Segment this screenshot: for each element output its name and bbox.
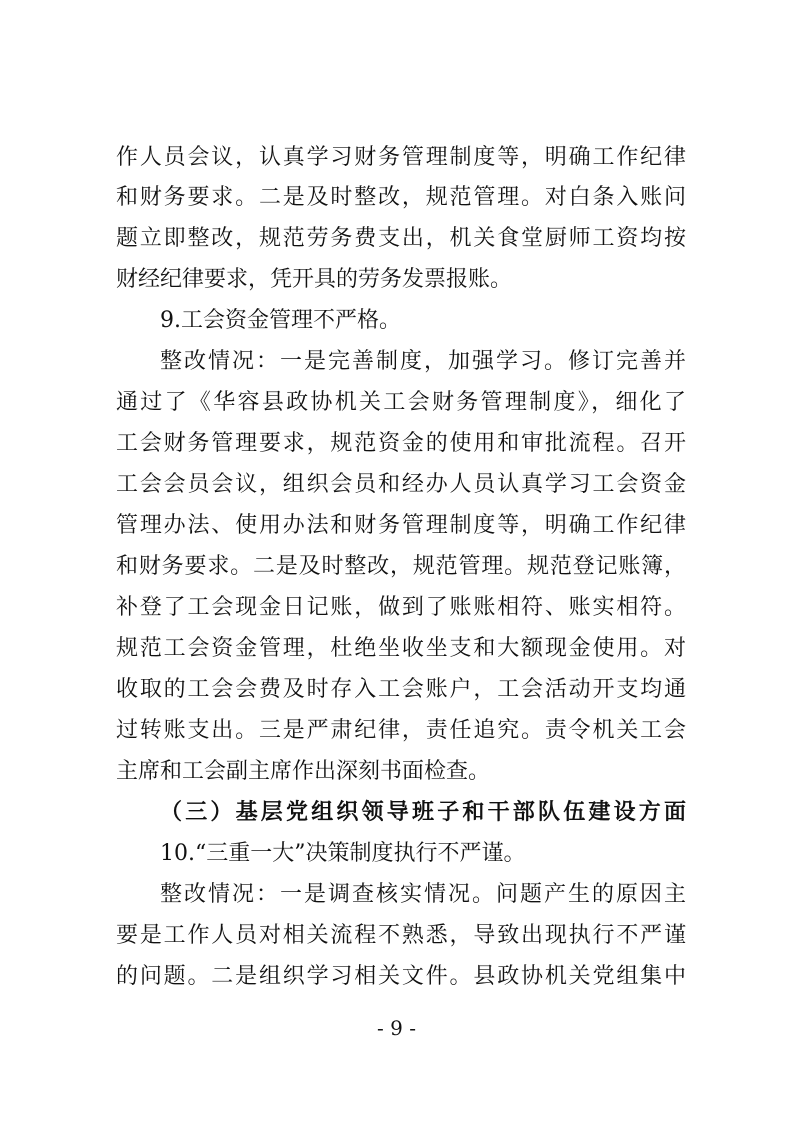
paragraph-line: 和财务要求。二是及时整改，规范管理。对白条入账问 (116, 185, 686, 210)
paragraph-line: 的问题。二是组织学习相关文件。县政协机关党组集中 (116, 964, 686, 989)
paragraph-line: 补登了工会现金日记账，做到了账账相符、账实相符。 (116, 595, 686, 620)
paragraph-line: 和财务要求。二是及时整改，规范管理。规范登记账簿， (116, 554, 686, 579)
paragraph-line: 财经纪律要求，凭开具的劳务发票报账。 (116, 267, 513, 292)
section-item-title: 9.工会资金管理不严格。 (160, 308, 401, 333)
paragraph-line: 工会财务管理要求，规范资金的使用和审批流程。召开 (116, 431, 686, 456)
paragraph-line: 题立即整改，规范劳务费支出，机关食堂厨师工资均按 (116, 226, 686, 251)
paragraph-line: 作人员会议，认真学习财务管理制度等，明确工作纪律 (116, 145, 686, 170)
section-heading: （三）基层党组织领导班子和干部队伍建设方面 (160, 800, 686, 825)
page-number: - 9 - (377, 1016, 416, 1040)
paragraph-line: 管理办法、使用办法和财务管理制度等，明确工作纪律 (116, 513, 686, 538)
paragraph-line: 整改情况：一是完善制度，加强学习。修订完善并 (160, 349, 686, 374)
paragraph-line: 收取的工会会费及时存入工会账户，工会活动开支均通 (116, 677, 686, 702)
paragraph-line: 通过了《华容县政协机关工会财务管理制度》，细化了 (116, 390, 686, 415)
paragraph-line: 工会会员会议，组织会员和经办人员认真学习工会资金 (116, 472, 686, 497)
paragraph-line: 要是工作人员对相关流程不熟悉，导致出现执行不严谨 (116, 923, 686, 948)
paragraph-line: 规范工会资金管理，杜绝坐收坐支和大额现金使用。对 (116, 636, 686, 661)
section-item-title: 10.“三重一大”决策制度执行不严谨。 (160, 841, 526, 866)
paragraph-line: 过转账支出。三是严肃纪律，责任追究。责令机关工会 (116, 718, 686, 743)
paragraph-line: 主席和工会副主席作出深刻书面检查。 (116, 759, 491, 784)
paragraph-line: 整改情况：一是调查核实情况。问题产生的原因主 (160, 882, 686, 907)
